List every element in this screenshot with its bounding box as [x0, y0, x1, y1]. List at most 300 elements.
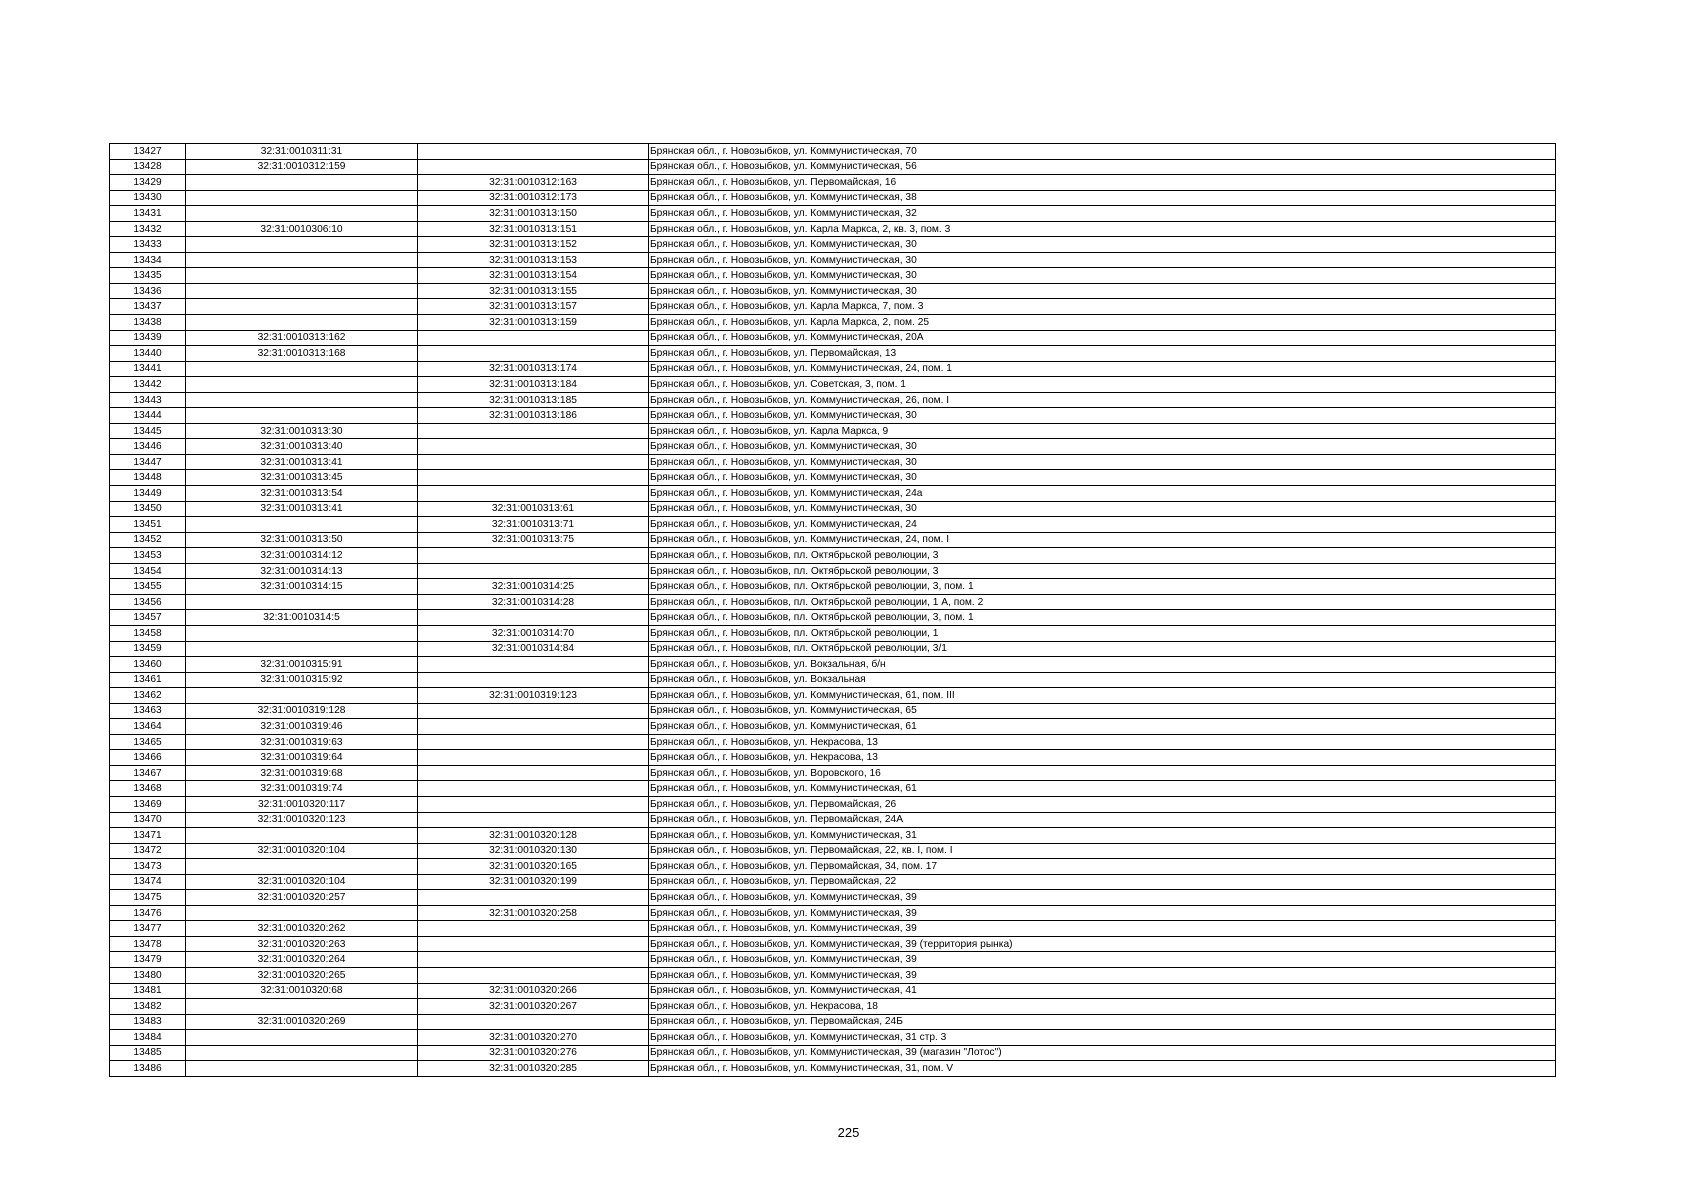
address-cell: Брянская обл., г. Новозыбков, ул. Коммунистическая, 65	[649, 703, 1556, 719]
building-cadastral-number-cell: 32:31:0010320:276	[418, 1045, 649, 1061]
row-number-cell: 13433	[110, 237, 186, 253]
address-cell: Брянская обл., г. Новозыбков, пл. Октябрьской революции, 3	[649, 548, 1556, 564]
land-cadastral-number-cell: 32:31:0010320:104	[186, 874, 418, 890]
table-row	[110, 796, 1556, 812]
building-cadastral-number-cell	[418, 330, 649, 346]
land-cadastral-number-cell	[186, 1045, 418, 1061]
building-cadastral-number-cell: 32:31:0010319:123	[418, 688, 649, 704]
address-cell: Брянская обл., г. Новозыбков, ул. Коммунистическая, 20А	[649, 330, 1556, 346]
land-cadastral-number-cell: 32:31:0010319:68	[186, 765, 418, 781]
address-cell: Брянская обл., г. Новозыбков, ул. Коммунистическая, 30	[649, 252, 1556, 268]
land-cadastral-number-cell: 32:31:0010313:162	[186, 330, 418, 346]
address-cell: Брянская обл., г. Новозыбков, пл. Октябрьской революции, 1 А, пом. 2	[649, 594, 1556, 610]
address-cell: Брянская обл., г. Новозыбков, ул. Коммунистическая, 31	[649, 828, 1556, 844]
land-cadastral-number-cell	[186, 190, 418, 206]
building-cadastral-number-cell	[418, 765, 649, 781]
table-row	[110, 190, 1556, 206]
row-number-cell: 13431	[110, 206, 186, 222]
table-row	[110, 144, 1556, 160]
table-row	[110, 532, 1556, 548]
address-cell: Брянская обл., г. Новозыбков, ул. Коммунистическая, 30	[649, 268, 1556, 284]
building-cadastral-number-cell	[418, 439, 649, 455]
building-cadastral-number-cell	[418, 967, 649, 983]
table-row	[110, 657, 1556, 673]
land-cadastral-number-cell	[186, 315, 418, 331]
row-number-cell: 13458	[110, 625, 186, 641]
building-cadastral-number-cell	[418, 750, 649, 766]
row-number-cell: 13481	[110, 983, 186, 999]
table-row	[110, 206, 1556, 222]
row-number-cell: 13435	[110, 268, 186, 284]
building-cadastral-number-cell: 32:31:0010313:150	[418, 206, 649, 222]
address-cell: Брянская обл., г. Новозыбков, ул. Вокзальная	[649, 672, 1556, 688]
land-cadastral-number-cell	[186, 999, 418, 1015]
building-cadastral-number-cell: 32:31:0010313:153	[418, 252, 649, 268]
row-number-cell: 13482	[110, 999, 186, 1015]
building-cadastral-number-cell	[418, 1014, 649, 1030]
building-cadastral-number-cell: 32:31:0010313:154	[418, 268, 649, 284]
building-cadastral-number-cell: 32:31:0010313:61	[418, 501, 649, 517]
row-number-cell: 13449	[110, 486, 186, 502]
building-cadastral-number-cell: 32:31:0010320:258	[418, 905, 649, 921]
table-row	[110, 999, 1556, 1015]
table-row	[110, 548, 1556, 564]
table-row	[110, 283, 1556, 299]
address-cell: Брянская обл., г. Новозыбков, ул. Первомайская, 22	[649, 874, 1556, 890]
building-cadastral-number-cell: 32:31:0010313:157	[418, 299, 649, 315]
table-row	[110, 408, 1556, 424]
address-cell: Брянская обл., г. Новозыбков, ул. Коммунистическая, 56	[649, 159, 1556, 175]
land-cadastral-number-cell: 32:31:0010320:257	[186, 890, 418, 906]
table-row	[110, 828, 1556, 844]
land-cadastral-number-cell: 32:31:0010320:68	[186, 983, 418, 999]
land-cadastral-number-cell	[186, 237, 418, 253]
row-number-cell: 13451	[110, 517, 186, 533]
table-row	[110, 1014, 1556, 1030]
row-number-cell: 13469	[110, 796, 186, 812]
table-row	[110, 781, 1556, 797]
building-cadastral-number-cell: 32:31:0010313:151	[418, 221, 649, 237]
building-cadastral-number-cell: 32:31:0010320:266	[418, 983, 649, 999]
land-cadastral-number-cell	[186, 361, 418, 377]
land-cadastral-number-cell	[186, 625, 418, 641]
land-cadastral-number-cell	[186, 828, 418, 844]
row-number-cell: 13464	[110, 719, 186, 735]
land-cadastral-number-cell	[186, 859, 418, 875]
address-cell: Брянская обл., г. Новозыбков, ул. Коммунистическая, 39	[649, 967, 1556, 983]
building-cadastral-number-cell: 32:31:0010320:270	[418, 1030, 649, 1046]
land-cadastral-number-cell	[186, 283, 418, 299]
building-cadastral-number-cell: 32:31:0010320:199	[418, 874, 649, 890]
land-cadastral-number-cell: 32:31:0010312:159	[186, 159, 418, 175]
land-cadastral-number-cell: 32:31:0010315:91	[186, 657, 418, 673]
land-cadastral-number-cell: 32:31:0010311:31	[186, 144, 418, 160]
land-cadastral-number-cell: 32:31:0010319:64	[186, 750, 418, 766]
address-cell: Брянская обл., г. Новозыбков, ул. Коммунистическая, 38	[649, 190, 1556, 206]
building-cadastral-number-cell	[418, 486, 649, 502]
address-cell: Брянская обл., г. Новозыбков, ул. Некрасова, 13	[649, 750, 1556, 766]
land-cadastral-number-cell: 32:31:0010319:74	[186, 781, 418, 797]
building-cadastral-number-cell	[418, 703, 649, 719]
registry-table-body	[110, 144, 1556, 1077]
address-cell: Брянская обл., г. Новозыбков, ул. Коммунистическая, 39 (магазин "Лотос")	[649, 1045, 1556, 1061]
row-number-cell: 13428	[110, 159, 186, 175]
row-number-cell: 13461	[110, 672, 186, 688]
building-cadastral-number-cell: 32:31:0010320:128	[418, 828, 649, 844]
building-cadastral-number-cell: 32:31:0010313:186	[418, 408, 649, 424]
address-cell: Брянская обл., г. Новозыбков, ул. Карла Маркса, 7, пом. 3	[649, 299, 1556, 315]
address-cell: Брянская обл., г. Новозыбков, ул. Вокзальная, б/н	[649, 657, 1556, 673]
address-cell: Брянская обл., г. Новозыбков, ул. Первомайская, 13	[649, 346, 1556, 362]
land-cadastral-number-cell: 32:31:0010320:104	[186, 843, 418, 859]
address-cell: Брянская обл., г. Новозыбков, ул. Советская, 3, пом. 1	[649, 377, 1556, 393]
row-number-cell: 13452	[110, 532, 186, 548]
table-row	[110, 625, 1556, 641]
address-cell: Брянская обл., г. Новозыбков, ул. Коммунистическая, 61	[649, 719, 1556, 735]
building-cadastral-number-cell	[418, 796, 649, 812]
table-row	[110, 454, 1556, 470]
address-cell: Брянская обл., г. Новозыбков, ул. Коммунистическая, 30	[649, 283, 1556, 299]
table-row	[110, 921, 1556, 937]
table-row	[110, 765, 1556, 781]
building-cadastral-number-cell	[418, 548, 649, 564]
land-cadastral-number-cell: 32:31:0010314:5	[186, 610, 418, 626]
table-row	[110, 859, 1556, 875]
table-row	[110, 268, 1556, 284]
row-number-cell: 13442	[110, 377, 186, 393]
address-cell: Брянская обл., г. Новозыбков, ул. Первомайская, 24Б	[649, 1014, 1556, 1030]
land-cadastral-number-cell	[186, 392, 418, 408]
address-cell: Брянская обл., г. Новозыбков, ул. Коммунистическая, 39	[649, 905, 1556, 921]
table-row	[110, 610, 1556, 626]
land-cadastral-number-cell: 32:31:0010320:264	[186, 952, 418, 968]
table-row	[110, 874, 1556, 890]
row-number-cell: 13436	[110, 283, 186, 299]
land-cadastral-number-cell	[186, 268, 418, 284]
land-cadastral-number-cell: 32:31:0010313:54	[186, 486, 418, 502]
table-row	[110, 299, 1556, 315]
building-cadastral-number-cell: 32:31:0010314:28	[418, 594, 649, 610]
land-cadastral-number-cell	[186, 517, 418, 533]
row-number-cell: 13483	[110, 1014, 186, 1030]
row-number-cell: 13447	[110, 454, 186, 470]
row-number-cell: 13427	[110, 144, 186, 160]
address-cell: Брянская обл., г. Новозыбков, ул. Карла Маркса, 2, пом. 25	[649, 315, 1556, 331]
row-number-cell: 13480	[110, 967, 186, 983]
table-row	[110, 936, 1556, 952]
building-cadastral-number-cell	[418, 781, 649, 797]
address-cell: Брянская обл., г. Новозыбков, ул. Коммунистическая, 24	[649, 517, 1556, 533]
land-cadastral-number-cell	[186, 641, 418, 657]
land-cadastral-number-cell	[186, 1061, 418, 1077]
table-row	[110, 672, 1556, 688]
address-cell: Брянская обл., г. Новозыбков, ул. Коммунистическая, 61	[649, 781, 1556, 797]
building-cadastral-number-cell	[418, 144, 649, 160]
land-cadastral-number-cell: 32:31:0010320:123	[186, 812, 418, 828]
land-cadastral-number-cell	[186, 175, 418, 191]
table-row	[110, 517, 1556, 533]
address-cell: Брянская обл., г. Новозыбков, ул. Коммунистическая, 31 стр. 3	[649, 1030, 1556, 1046]
building-cadastral-number-cell	[418, 563, 649, 579]
address-cell: Брянская обл., г. Новозыбков, ул. Коммунистическая, 30	[649, 501, 1556, 517]
row-number-cell: 13467	[110, 765, 186, 781]
table-row	[110, 1061, 1556, 1077]
table-row	[110, 423, 1556, 439]
table-row	[110, 734, 1556, 750]
row-number-cell: 13443	[110, 392, 186, 408]
table-row	[110, 361, 1556, 377]
land-cadastral-number-cell	[186, 377, 418, 393]
building-cadastral-number-cell	[418, 470, 649, 486]
address-cell: Брянская обл., г. Новозыбков, ул. Первомайская, 16	[649, 175, 1556, 191]
address-cell: Брянская обл., г. Новозыбков, ул. Карла Маркса, 2, кв. 3, пом. 3	[649, 221, 1556, 237]
building-cadastral-number-cell: 32:31:0010314:25	[418, 579, 649, 595]
land-cadastral-number-cell	[186, 299, 418, 315]
address-cell: Брянская обл., г. Новозыбков, ул. Коммунистическая, 39	[649, 921, 1556, 937]
land-cadastral-number-cell: 32:31:0010313:41	[186, 501, 418, 517]
land-cadastral-number-cell: 32:31:0010314:13	[186, 563, 418, 579]
land-cadastral-number-cell: 32:31:0010315:92	[186, 672, 418, 688]
row-number-cell: 13486	[110, 1061, 186, 1077]
land-cadastral-number-cell: 32:31:0010320:269	[186, 1014, 418, 1030]
row-number-cell: 13465	[110, 734, 186, 750]
building-cadastral-number-cell: 32:31:0010320:165	[418, 859, 649, 875]
table-row	[110, 905, 1556, 921]
row-number-cell: 13462	[110, 688, 186, 704]
address-cell: Брянская обл., г. Новозыбков, ул. Некрасова, 13	[649, 734, 1556, 750]
table-row	[110, 812, 1556, 828]
row-number-cell: 13485	[110, 1045, 186, 1061]
building-cadastral-number-cell	[418, 921, 649, 937]
address-cell: Брянская обл., г. Новозыбков, ул. Коммунистическая, 26, пом. I	[649, 392, 1556, 408]
address-cell: Брянская обл., г. Новозыбков, ул. Некрасова, 18	[649, 999, 1556, 1015]
building-cadastral-number-cell	[418, 719, 649, 735]
land-cadastral-number-cell: 32:31:0010313:41	[186, 454, 418, 470]
address-cell: Брянская обл., г. Новозыбков, ул. Первомайская, 24А	[649, 812, 1556, 828]
row-number-cell: 13454	[110, 563, 186, 579]
row-number-cell: 13441	[110, 361, 186, 377]
building-cadastral-number-cell	[418, 454, 649, 470]
row-number-cell: 13459	[110, 641, 186, 657]
address-cell: Брянская обл., г. Новозыбков, ул. Воровского, 16	[649, 765, 1556, 781]
land-cadastral-number-cell: 32:31:0010320:265	[186, 967, 418, 983]
address-cell: Брянская обл., г. Новозыбков, ул. Коммунистическая, 30	[649, 439, 1556, 455]
row-number-cell: 13453	[110, 548, 186, 564]
address-cell: Брянская обл., г. Новозыбков, пл. Октябрьской революции, 1	[649, 625, 1556, 641]
table-row	[110, 1045, 1556, 1061]
address-cell: Брянская обл., г. Новозыбков, ул. Коммунистическая, 31, пом. V	[649, 1061, 1556, 1077]
row-number-cell: 13455	[110, 579, 186, 595]
row-number-cell: 13456	[110, 594, 186, 610]
row-number-cell: 13474	[110, 874, 186, 890]
table-row	[110, 392, 1556, 408]
land-cadastral-number-cell: 32:31:0010314:15	[186, 579, 418, 595]
land-cadastral-number-cell: 32:31:0010313:50	[186, 532, 418, 548]
page-number: 225	[837, 1125, 860, 1140]
table-row	[110, 750, 1556, 766]
building-cadastral-number-cell: 32:31:0010312:173	[418, 190, 649, 206]
land-cadastral-number-cell: 32:31:0010313:40	[186, 439, 418, 455]
address-cell: Брянская обл., г. Новозыбков, ул. Коммунистическая, 24, пом. 1	[649, 361, 1556, 377]
address-cell: Брянская обл., г. Новозыбков, ул. Коммунистическая, 24а	[649, 486, 1556, 502]
building-cadastral-number-cell: 32:31:0010313:185	[418, 392, 649, 408]
row-number-cell: 13463	[110, 703, 186, 719]
table-row	[110, 346, 1556, 362]
address-cell: Брянская обл., г. Новозыбков, ул. Коммунистическая, 39 (территория рынка)	[649, 936, 1556, 952]
land-cadastral-number-cell	[186, 408, 418, 424]
row-number-cell: 13450	[110, 501, 186, 517]
table-row	[110, 594, 1556, 610]
row-number-cell: 13434	[110, 252, 186, 268]
row-number-cell: 13429	[110, 175, 186, 191]
row-number-cell: 13479	[110, 952, 186, 968]
address-cell: Брянская обл., г. Новозыбков, ул. Коммунистическая, 39	[649, 890, 1556, 906]
land-cadastral-number-cell	[186, 206, 418, 222]
table-row	[110, 890, 1556, 906]
row-number-cell: 13475	[110, 890, 186, 906]
address-cell: Брянская обл., г. Новозыбков, ул. Коммунистическая, 24, пом. I	[649, 532, 1556, 548]
building-cadastral-number-cell: 32:31:0010312:163	[418, 175, 649, 191]
table-row	[110, 221, 1556, 237]
land-cadastral-number-cell	[186, 594, 418, 610]
row-number-cell: 13477	[110, 921, 186, 937]
land-cadastral-number-cell: 32:31:0010320:262	[186, 921, 418, 937]
table-row	[110, 330, 1556, 346]
table-row	[110, 983, 1556, 999]
table-row	[110, 159, 1556, 175]
building-cadastral-number-cell	[418, 734, 649, 750]
table-row	[110, 843, 1556, 859]
row-number-cell: 13438	[110, 315, 186, 331]
land-cadastral-number-cell: 32:31:0010320:263	[186, 936, 418, 952]
table-row	[110, 486, 1556, 502]
building-cadastral-number-cell	[418, 952, 649, 968]
building-cadastral-number-cell: 32:31:0010313:174	[418, 361, 649, 377]
table-row	[110, 719, 1556, 735]
row-number-cell: 13476	[110, 905, 186, 921]
land-cadastral-number-cell	[186, 1030, 418, 1046]
table-row	[110, 641, 1556, 657]
land-cadastral-number-cell: 32:31:0010313:45	[186, 470, 418, 486]
land-cadastral-number-cell: 32:31:0010314:12	[186, 548, 418, 564]
building-cadastral-number-cell	[418, 159, 649, 175]
table-row	[110, 377, 1556, 393]
table-row	[110, 470, 1556, 486]
table-row	[110, 563, 1556, 579]
address-cell: Брянская обл., г. Новозыбков, ул. Коммунистическая, 61, пом. III	[649, 688, 1556, 704]
address-cell: Брянская обл., г. Новозыбков, пл. Октябрьской революции, 3, пом. 1	[649, 610, 1556, 626]
row-number-cell: 13446	[110, 439, 186, 455]
land-cadastral-number-cell: 32:31:0010319:46	[186, 719, 418, 735]
row-number-cell: 13466	[110, 750, 186, 766]
row-number-cell: 13432	[110, 221, 186, 237]
land-cadastral-number-cell: 32:31:0010319:128	[186, 703, 418, 719]
address-cell: Брянская обл., г. Новозыбков, ул. Коммунистическая, 41	[649, 983, 1556, 999]
building-cadastral-number-cell: 32:31:0010320:267	[418, 999, 649, 1015]
address-cell: Брянская обл., г. Новозыбков, ул. Коммунистическая, 30	[649, 408, 1556, 424]
address-cell: Брянская обл., г. Новозыбков, ул. Коммунистическая, 70	[649, 144, 1556, 160]
land-cadastral-number-cell: 32:31:0010306:10	[186, 221, 418, 237]
building-cadastral-number-cell	[418, 346, 649, 362]
row-number-cell: 13430	[110, 190, 186, 206]
land-cadastral-number-cell: 32:31:0010313:168	[186, 346, 418, 362]
building-cadastral-number-cell: 32:31:0010320:130	[418, 843, 649, 859]
row-number-cell: 13484	[110, 1030, 186, 1046]
row-number-cell: 13472	[110, 843, 186, 859]
row-number-cell: 13470	[110, 812, 186, 828]
land-cadastral-number-cell: 32:31:0010319:63	[186, 734, 418, 750]
address-cell: Брянская обл., г. Новозыбков, ул. Коммунистическая, 30	[649, 454, 1556, 470]
building-cadastral-number-cell	[418, 610, 649, 626]
land-cadastral-number-cell	[186, 905, 418, 921]
row-number-cell: 13473	[110, 859, 186, 875]
table-row	[110, 175, 1556, 191]
table-row	[110, 579, 1556, 595]
row-number-cell: 13448	[110, 470, 186, 486]
address-cell: Брянская обл., г. Новозыбков, пл. Октябрьской революции, 3/1	[649, 641, 1556, 657]
building-cadastral-number-cell	[418, 890, 649, 906]
address-cell: Брянская обл., г. Новозыбков, ул. Первомайская, 34, пом. 17	[649, 859, 1556, 875]
row-number-cell: 13468	[110, 781, 186, 797]
address-cell: Брянская обл., г. Новозыбков, ул. Коммунистическая, 32	[649, 206, 1556, 222]
row-number-cell: 13437	[110, 299, 186, 315]
address-cell: Брянская обл., г. Новозыбков, ул. Коммунистическая, 39	[649, 952, 1556, 968]
building-cadastral-number-cell	[418, 936, 649, 952]
building-cadastral-number-cell	[418, 657, 649, 673]
table-row	[110, 252, 1556, 268]
building-cadastral-number-cell: 32:31:0010313:75	[418, 532, 649, 548]
building-cadastral-number-cell: 32:31:0010313:71	[418, 517, 649, 533]
address-cell: Брянская обл., г. Новозыбков, пл. Октябрьской революции, 3, пом. 1	[649, 579, 1556, 595]
land-cadastral-number-cell: 32:31:0010313:30	[186, 423, 418, 439]
building-cadastral-number-cell: 32:31:0010313:155	[418, 283, 649, 299]
row-number-cell: 13478	[110, 936, 186, 952]
table-row	[110, 439, 1556, 455]
table-row	[110, 1030, 1556, 1046]
building-cadastral-number-cell	[418, 423, 649, 439]
building-cadastral-number-cell	[418, 672, 649, 688]
table-row	[110, 501, 1556, 517]
row-number-cell: 13457	[110, 610, 186, 626]
building-cadastral-number-cell: 32:31:0010320:285	[418, 1061, 649, 1077]
table-row	[110, 967, 1556, 983]
building-cadastral-number-cell: 32:31:0010313:152	[418, 237, 649, 253]
row-number-cell: 13439	[110, 330, 186, 346]
building-cadastral-number-cell: 32:31:0010313:159	[418, 315, 649, 331]
address-cell: Брянская обл., г. Новозыбков, пл. Октябрьской революции, 3	[649, 563, 1556, 579]
land-cadastral-number-cell	[186, 688, 418, 704]
table-row	[110, 952, 1556, 968]
building-cadastral-number-cell: 32:31:0010313:184	[418, 377, 649, 393]
row-number-cell: 13444	[110, 408, 186, 424]
land-cadastral-number-cell	[186, 252, 418, 268]
row-number-cell: 13440	[110, 346, 186, 362]
address-cell: Брянская обл., г. Новозыбков, ул. Первомайская, 22, кв. I, пом. I	[649, 843, 1556, 859]
address-cell: Брянская обл., г. Новозыбков, ул. Карла Маркса, 9	[649, 423, 1556, 439]
address-cell: Брянская обл., г. Новозыбков, ул. Коммунистическая, 30	[649, 237, 1556, 253]
table-row	[110, 315, 1556, 331]
table-row	[110, 688, 1556, 704]
table-row	[110, 237, 1556, 253]
registry-table	[109, 143, 1556, 1077]
building-cadastral-number-cell: 32:31:0010314:84	[418, 641, 649, 657]
row-number-cell: 13471	[110, 828, 186, 844]
address-cell: Брянская обл., г. Новозыбков, ул. Первомайская, 26	[649, 796, 1556, 812]
building-cadastral-number-cell: 32:31:0010314:70	[418, 625, 649, 641]
address-cell: Брянская обл., г. Новозыбков, ул. Коммунистическая, 30	[649, 470, 1556, 486]
table-row	[110, 703, 1556, 719]
row-number-cell: 13460	[110, 657, 186, 673]
